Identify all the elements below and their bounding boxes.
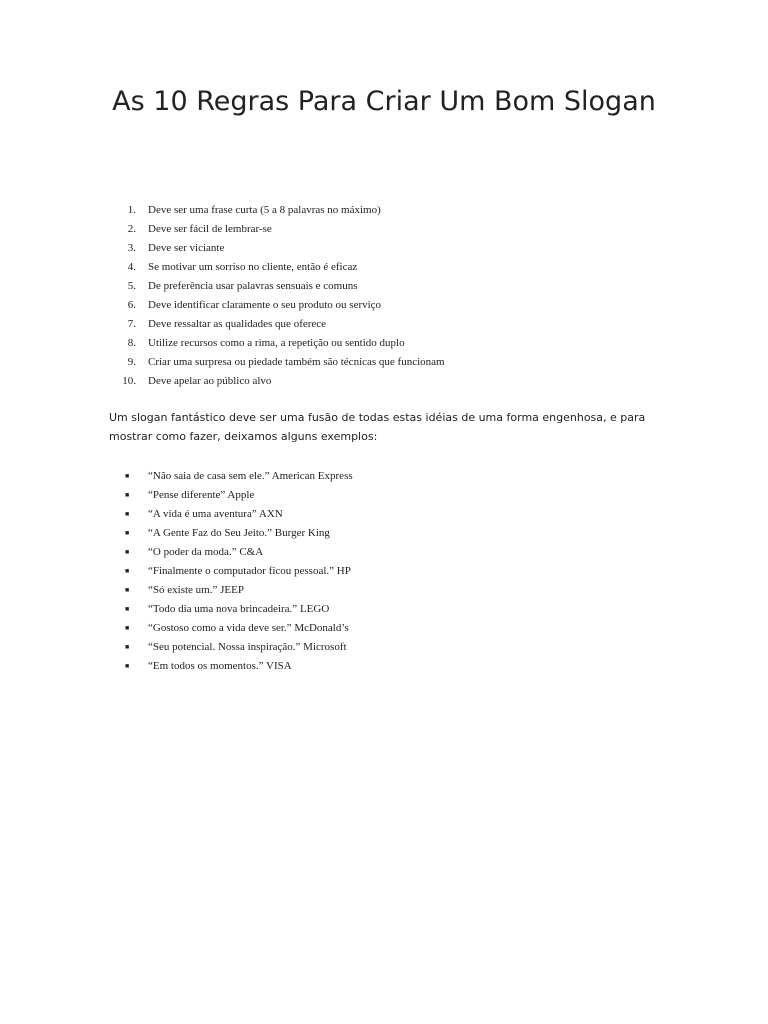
list-number: 6. — [127, 299, 136, 311]
square-bullet-icon: ■ — [125, 491, 130, 499]
list-item — [125, 600, 353, 619]
example-text: “Pense diferente” Apple — [148, 489, 255, 501]
intro-paragraph: Um slogan fantástico deve ser uma fusão de todas estas idéias de uma forma engenhosa, e para mostrar como fazer, deixamos alguns exemplos: — [109, 411, 646, 443]
list-item — [125, 638, 353, 657]
list-number: 9. — [127, 356, 136, 368]
example-text: “Finalmente o computador ficou pessoal.” HP — [148, 565, 351, 577]
list-item — [125, 657, 353, 676]
list-item — [125, 562, 353, 581]
list-number: 2. — [127, 223, 136, 235]
square-bullet-icon: ■ — [125, 662, 130, 670]
list-item — [112, 277, 445, 296]
list-item-text: Deve identificar claramente o seu produto ou serviço — [148, 299, 382, 311]
list-number: 5. — [127, 280, 136, 292]
list-item — [125, 486, 353, 505]
list-number: 1. — [127, 204, 136, 216]
list-number: 4. — [127, 261, 136, 273]
list-item-text: Utilize recursos como a rima, a repetição ou sentido duplo — [148, 337, 405, 349]
list-item — [112, 239, 445, 258]
square-bullet-icon: ■ — [125, 643, 130, 651]
example-text: “Não saia de casa sem ele.” American Express — [148, 470, 353, 482]
list-item — [112, 353, 445, 372]
list-item — [112, 296, 445, 315]
square-bullet-icon: ■ — [125, 605, 130, 613]
list-item — [112, 220, 445, 239]
list-number: 7. — [127, 318, 136, 330]
list-item-text: Se motivar um sorriso no cliente, então é eficaz — [148, 261, 358, 273]
list-item — [125, 505, 353, 524]
square-bullet-icon: ■ — [125, 548, 130, 556]
examples-list — [125, 467, 353, 676]
list-item — [112, 258, 445, 277]
square-bullet-icon: ■ — [125, 510, 130, 518]
square-bullet-icon: ■ — [125, 567, 130, 575]
list-item — [112, 201, 445, 220]
list-item — [125, 467, 353, 486]
list-item-text: De preferência usar palavras sensuais e comuns — [148, 280, 358, 292]
square-bullet-icon: ■ — [125, 586, 130, 594]
list-item-text: Deve ser fácil de lembrar-se — [148, 223, 272, 235]
list-number: 10. — [122, 375, 136, 387]
example-text: “Em todos os momentos.” VISA — [148, 660, 292, 672]
example-text: “A vida é uma aventura” AXN — [148, 508, 283, 520]
square-bullet-icon: ■ — [125, 472, 130, 480]
rules-list — [112, 201, 445, 391]
list-item — [125, 524, 353, 543]
list-number: 3. — [127, 242, 136, 254]
square-bullet-icon: ■ — [125, 624, 130, 632]
list-number: 8. — [127, 337, 136, 349]
list-item — [125, 543, 353, 562]
list-item — [125, 619, 353, 638]
list-item-text: Deve ser viciante — [148, 242, 225, 254]
list-item-text: Criar uma surpresa ou piedade também são técnicas que funcionam — [148, 356, 445, 368]
list-item — [112, 372, 445, 391]
example-text: “Seu potencial. Nossa inspiração.” Microsoft — [148, 641, 347, 653]
example-text: “Só existe um.” JEEP — [148, 584, 244, 596]
page-title: As 10 Regras Para Criar Um Bom Slogan — [112, 86, 656, 117]
example-text: “A Gente Faz do Seu Jeito.” Burger King — [148, 527, 330, 539]
example-text: “O poder da moda.” C&A — [148, 546, 264, 558]
list-item — [112, 334, 445, 353]
example-text: “Todo dia uma nova brincadeira.” LEGO — [148, 603, 330, 615]
list-item-text: Deve apelar ao público alvo — [148, 375, 272, 387]
example-text: “Gostoso como a vida deve ser.” McDonald’s — [148, 622, 349, 634]
square-bullet-icon: ■ — [125, 529, 130, 537]
list-item-text: Deve ressaltar as qualidades que oferece — [148, 318, 327, 330]
list-item — [112, 315, 445, 334]
list-item — [125, 581, 353, 600]
list-item-text: Deve ser uma frase curta (5 a 8 palavras no máximo) — [148, 204, 381, 216]
